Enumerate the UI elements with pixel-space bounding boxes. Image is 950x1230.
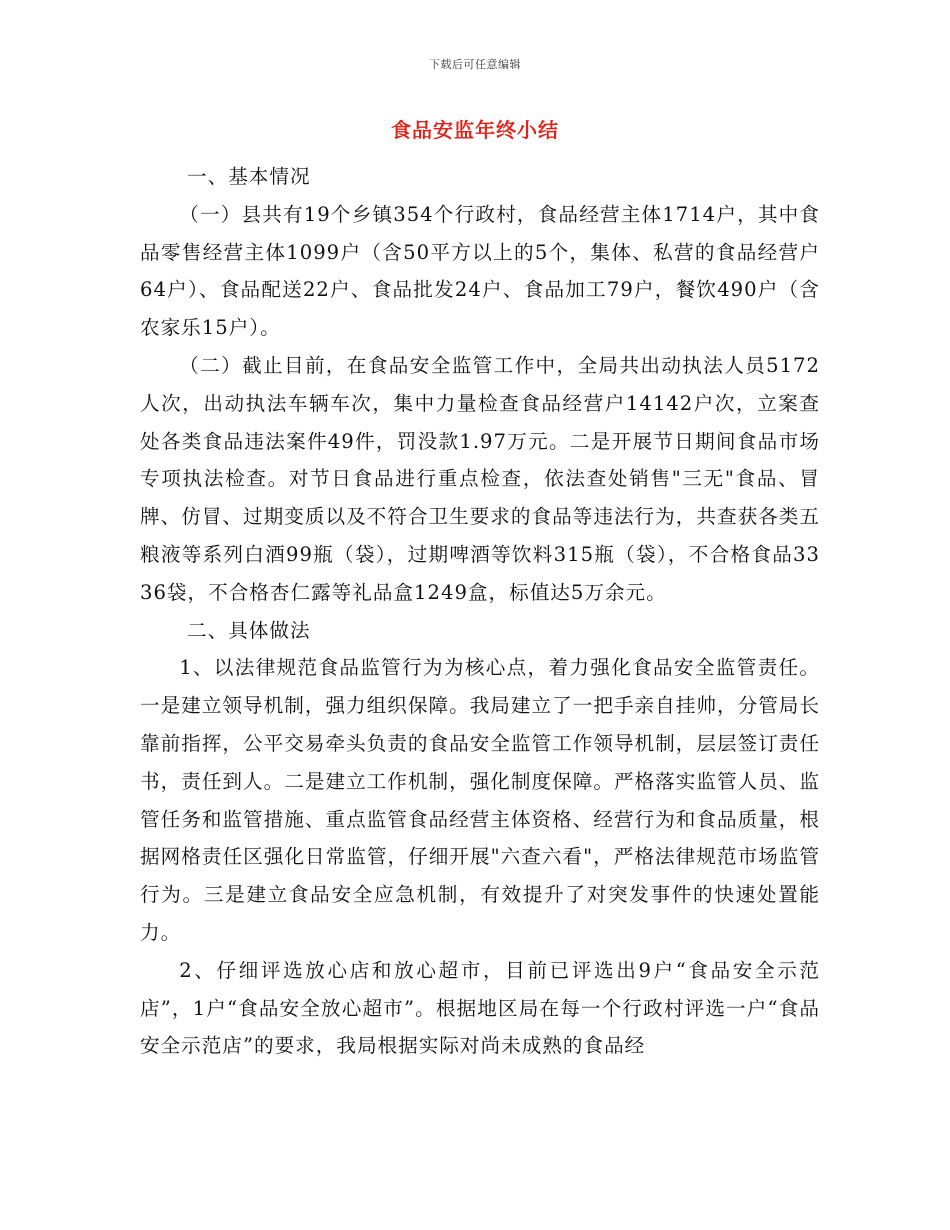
paragraph-mechanism: 1、以法律规范食品监管行为为核心点，着力强化食品安全监管责任。一是建立领导机制，强力组织保障。我局建立了一把手亲自挂帅，分管局长靠前指挥，公平交易牵头负责的食品安全监管工作领导机制，层层签订责任书，责任到人。二是建立工作机制，强化制度保障。严格落实监管人员、监管任务和监管措施、重点监管食品经营主体资格、经营行为和食品质量，根据网格责任区强化日常监管，仔细开展"六查六看"，严格法律规范市场监管行为。三是建立食品安全应急机制，有效提升了对突发事件的快速处置能力。	[140, 656, 820, 944]
section-heading-practices: 二、具体做法	[187, 618, 311, 642]
paragraph-model-stores: 2、仔细评选放心店和放心超市，目前已评选出9户“食品安全示范店”，1户“食品安全放心超市”。根据地区局在每一个行政村评选一户“食品安全示范店”的要求，我局根据实际对尚未成熟的食品经	[140, 958, 820, 1058]
paragraph-enforcement: （二）截止目前，在食品安全监管工作中，全局共出动执法人员5172人次，出动执法车辆车次，集中力量检查食品经营户14142户次，立案查处各类食品违法案件49件，罚没款1.97万元。二是开展节日期间食品市场专项执法检查。对节日食品进行重点检查，依法查处销售"三无"食品、冒牌、仿冒、过期变质以及不符合卫生要求的食品等违法行为，共查获各类五粮液等系列白酒99瓶（袋），过期啤酒等饮料315瓶（袋），不合格食品3336袋，不合格杏仁露等礼品盒1249盒，标值达5万余元。	[140, 353, 820, 604]
section-heading-basic: 一、基本情况	[187, 165, 311, 188]
document-title: 食品安监年终小结	[391, 118, 559, 142]
paragraph-overview: （一）县共有19个乡镇354个行政村，食品经营主体1714户，其中食品零售经营主体1099户（含50平方以上的5个，集体、私营的食品经营户64户）、食品配送22户、食品批发24户、食品加工79户，餐饮490户（含农家乐15户）。	[140, 202, 820, 340]
document-body	[140, 158, 820, 1065]
header-note: 下载后可任意编辑	[429, 58, 521, 71]
